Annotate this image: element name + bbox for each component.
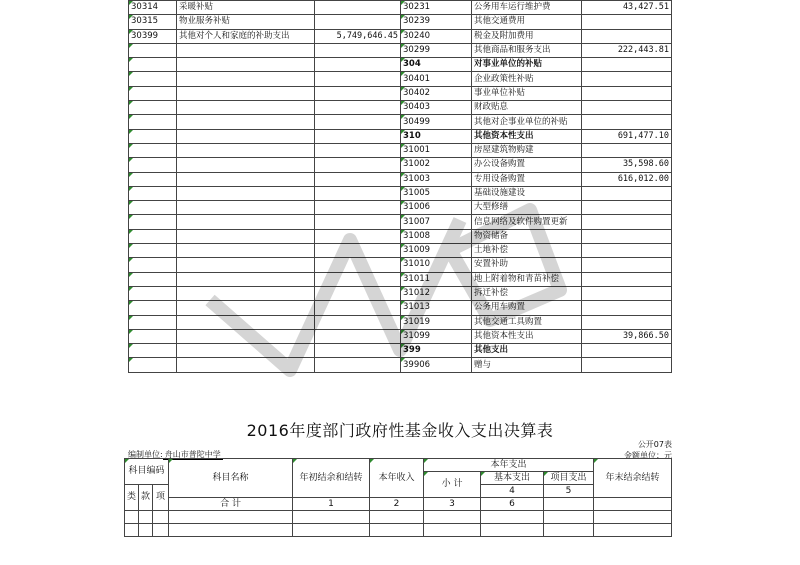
left-code [129,201,177,215]
left-name [177,172,315,186]
left-code [129,43,177,57]
header-project: 项目支出 [544,472,594,485]
left-name [177,244,315,258]
right-name: 其他对企事业单位的补贴 [472,115,582,129]
right-code: 30499 [401,115,472,129]
right-code: 31019 [401,315,472,329]
right-amount [582,101,672,115]
right-name: 拆迁补偿 [472,286,582,300]
blank-cell [169,524,293,537]
left-name [177,143,315,157]
left-code [129,272,177,286]
blank-cell [293,511,370,524]
left-code [129,329,177,343]
table-row [129,244,672,258]
blank-cell [139,524,153,537]
blank-cell [153,524,169,537]
right-code: 31012 [401,286,472,300]
right-name: 其他资本性支出 [472,129,582,143]
left-code: 30314 [129,1,177,15]
header-expenditure: 本年支出 [424,459,594,472]
right-code: 39906 [401,358,472,372]
left-amount [315,301,401,315]
col-num-4: 4 [481,485,544,498]
right-amount [582,186,672,200]
right-name: 事业单位补贴 [472,86,582,100]
blank-cell [481,524,544,537]
right-amount [582,143,672,157]
right-name: 土地补偿 [472,244,582,258]
left-name [177,286,315,300]
left-name: 物业服务补贴 [177,15,315,29]
amount-unit: 金额单位：元 [624,451,672,460]
col-num-6: 6 [481,498,544,511]
left-name [177,158,315,172]
left-amount [315,229,401,243]
left-amount [315,344,401,358]
right-name: 信息网络及软件购置更新 [472,215,582,229]
left-name [177,201,315,215]
left-name [177,86,315,100]
left-amount [315,315,401,329]
left-amount [315,43,401,57]
blank-cell [153,511,169,524]
left-code [129,72,177,86]
compiling-unit-value: 舟山市普陀中学 [164,450,221,459]
table-row [129,186,672,200]
left-code [129,301,177,315]
left-amount: 5,749,646.45 [315,29,401,43]
left-name [177,186,315,200]
right-name: 对事业单位的补贴 [472,58,582,72]
table-row [129,301,672,315]
page-title: 2016年度部门政府性基金收入支出决算表 [246,421,554,440]
blank-cell [424,524,481,537]
left-code [129,172,177,186]
left-code: 30399 [129,29,177,43]
left-code [129,86,177,100]
right-amount [582,201,672,215]
total-label: 合 计 [169,498,293,511]
right-name: 大型修缮 [472,201,582,215]
header-begin-balance: 年初结余和结转 [293,459,370,498]
right-code: 31005 [401,186,472,200]
table-row [129,29,672,43]
left-amount [315,129,401,143]
blank-cell [481,511,544,524]
left-code [129,186,177,200]
right-code: 30401 [401,72,472,86]
blank-cell [544,498,594,511]
page-gap [128,404,672,412]
left-code [129,286,177,300]
right-name: 物资储备 [472,229,582,243]
left-amount [315,72,401,86]
left-amount [315,143,401,157]
right-amount [582,272,672,286]
blank-cell [594,511,672,524]
right-name: 企业政策性补贴 [472,72,582,86]
right-amount [582,229,672,243]
right-amount [582,115,672,129]
right-name: 地上附着物和青苗补偿 [472,272,582,286]
right-amount [582,215,672,229]
table-row [129,143,672,157]
left-amount [315,258,401,272]
left-name: 采暖补贴 [177,1,315,15]
right-code: 304 [401,58,472,72]
left-amount [315,115,401,129]
header-xiang: 项 [153,485,169,511]
table-row [129,15,672,29]
right-name: 其他支出 [472,344,582,358]
left-amount [315,101,401,115]
table-row [129,286,672,300]
left-amount [315,286,401,300]
table-row [129,86,672,100]
left-name [177,229,315,243]
left-code [129,101,177,115]
right-code: 31007 [401,215,472,229]
table-row [129,358,672,372]
right-code: 30231 [401,1,472,15]
right-amount: 35,598.60 [582,158,672,172]
left-name [177,272,315,286]
right-name: 赠与 [472,358,582,372]
left-amount [315,1,401,15]
right-name: 其他交通工具购置 [472,315,582,329]
left-code [129,115,177,129]
col-num-3: 3 [424,498,481,511]
right-code: 31010 [401,258,472,272]
right-code: 31006 [401,201,472,215]
left-code [129,229,177,243]
header-subtotal: 小 计 [424,472,481,498]
table-row [129,101,672,115]
left-amount [315,58,401,72]
right-name: 房屋建筑物购建 [472,143,582,157]
col-num-2: 2 [370,498,424,511]
right-amount [582,72,672,86]
left-code [129,143,177,157]
right-code: 30403 [401,101,472,115]
table-row [129,315,672,329]
right-code: 31008 [401,229,472,243]
table-row [129,201,672,215]
upper-sheet [128,0,672,373]
right-name: 其他资本性支出 [472,329,582,343]
left-code: 30315 [129,15,177,29]
left-code [129,129,177,143]
left-name [177,215,315,229]
left-name: 其他对个人和家庭的补助支出 [177,29,315,43]
table-row [129,215,672,229]
left-name [177,329,315,343]
right-name: 公务用车运行维护费 [472,1,582,15]
left-amount [315,215,401,229]
blank-cell [125,524,139,537]
left-name [177,258,315,272]
right-code: 310 [401,129,472,143]
left-name [177,315,315,329]
left-amount [315,86,401,100]
right-code: 31009 [401,244,472,258]
right-code: 31002 [401,158,472,172]
left-code [129,258,177,272]
left-code [129,244,177,258]
expenditure-detail-table [128,0,672,373]
left-amount [315,172,401,186]
right-code: 31013 [401,301,472,315]
table-row [129,58,672,72]
right-amount [582,315,672,329]
right-amount [582,15,672,29]
right-code: 30299 [401,43,472,57]
right-amount [582,29,672,43]
table-row [129,229,672,243]
left-name [177,101,315,115]
table-row [129,1,672,15]
header-basic: 基本支出 [481,472,544,485]
table-row [129,43,672,57]
left-amount [315,358,401,372]
left-name [177,301,315,315]
right-code: 31099 [401,329,472,343]
table-row [129,115,672,129]
table-row [129,172,672,186]
right-amount [582,344,672,358]
right-code: 399 [401,344,472,358]
col-num-1: 1 [293,498,370,511]
right-amount: 616,012.00 [582,172,672,186]
right-amount: 691,477.10 [582,129,672,143]
right-name: 专用设备购置 [472,172,582,186]
form-number: 公开07表 [637,440,672,449]
left-name [177,358,315,372]
right-name: 基础设施建设 [472,186,582,200]
right-name: 税金及附加费用 [472,29,582,43]
header-subject-code: 科目编码 [125,459,169,485]
table-row [129,272,672,286]
blank-cell [139,511,153,524]
right-amount [582,244,672,258]
header-subject-name: 科目名称 [169,459,293,498]
blank-cell [370,511,424,524]
table-row [129,129,672,143]
table-row [129,72,672,86]
right-name: 财政贴息 [472,101,582,115]
right-name: 公务用车购置 [472,301,582,315]
left-code [129,315,177,329]
blank-cell [370,524,424,537]
right-name: 其他交通费用 [472,15,582,29]
blank-cell [594,498,672,511]
left-code [129,58,177,72]
header-kuan: 款 [139,485,153,511]
header-income: 本年收入 [370,459,424,498]
blank-cell [424,511,481,524]
right-amount [582,358,672,372]
left-name [177,58,315,72]
blank-cell [544,511,594,524]
left-amount [315,186,401,200]
blank-cell [594,524,672,537]
right-code: 31001 [401,143,472,157]
blank-cell [125,511,139,524]
right-amount: 43,427.51 [582,1,672,15]
right-name: 办公设备购置 [472,158,582,172]
right-amount [582,286,672,300]
fund-summary-table [124,458,672,537]
left-amount [315,158,401,172]
left-amount [315,329,401,343]
left-amount [315,201,401,215]
right-code: 31003 [401,172,472,186]
left-code [129,344,177,358]
left-name [177,115,315,129]
left-code [129,215,177,229]
right-code: 30402 [401,86,472,100]
right-amount [582,258,672,272]
right-amount [582,86,672,100]
header-end-balance: 年末结余结转 [594,459,672,498]
left-code [129,358,177,372]
left-name [177,344,315,358]
left-name [177,43,315,57]
table-row [129,258,672,272]
right-code: 31011 [401,272,472,286]
right-code: 30240 [401,29,472,43]
col-num-5: 5 [544,485,594,498]
left-amount [315,15,401,29]
left-code [129,158,177,172]
right-name: 安置补助 [472,258,582,272]
table-row [129,344,672,358]
blank-cell [293,524,370,537]
header-lei: 类 [125,485,139,511]
left-amount [315,272,401,286]
right-amount [582,58,672,72]
right-amount: 222,443.81 [582,43,672,57]
right-amount: 39,866.50 [582,329,672,343]
blank-cell [544,524,594,537]
right-name: 其他商品和服务支出 [472,43,582,57]
right-code: 30239 [401,15,472,29]
left-amount [315,244,401,258]
right-amount [582,301,672,315]
compiling-unit-label: 编制单位: [128,450,163,459]
left-name [177,129,315,143]
table-row [129,329,672,343]
left-name [177,72,315,86]
table-row [129,158,672,172]
blank-cell [169,511,293,524]
